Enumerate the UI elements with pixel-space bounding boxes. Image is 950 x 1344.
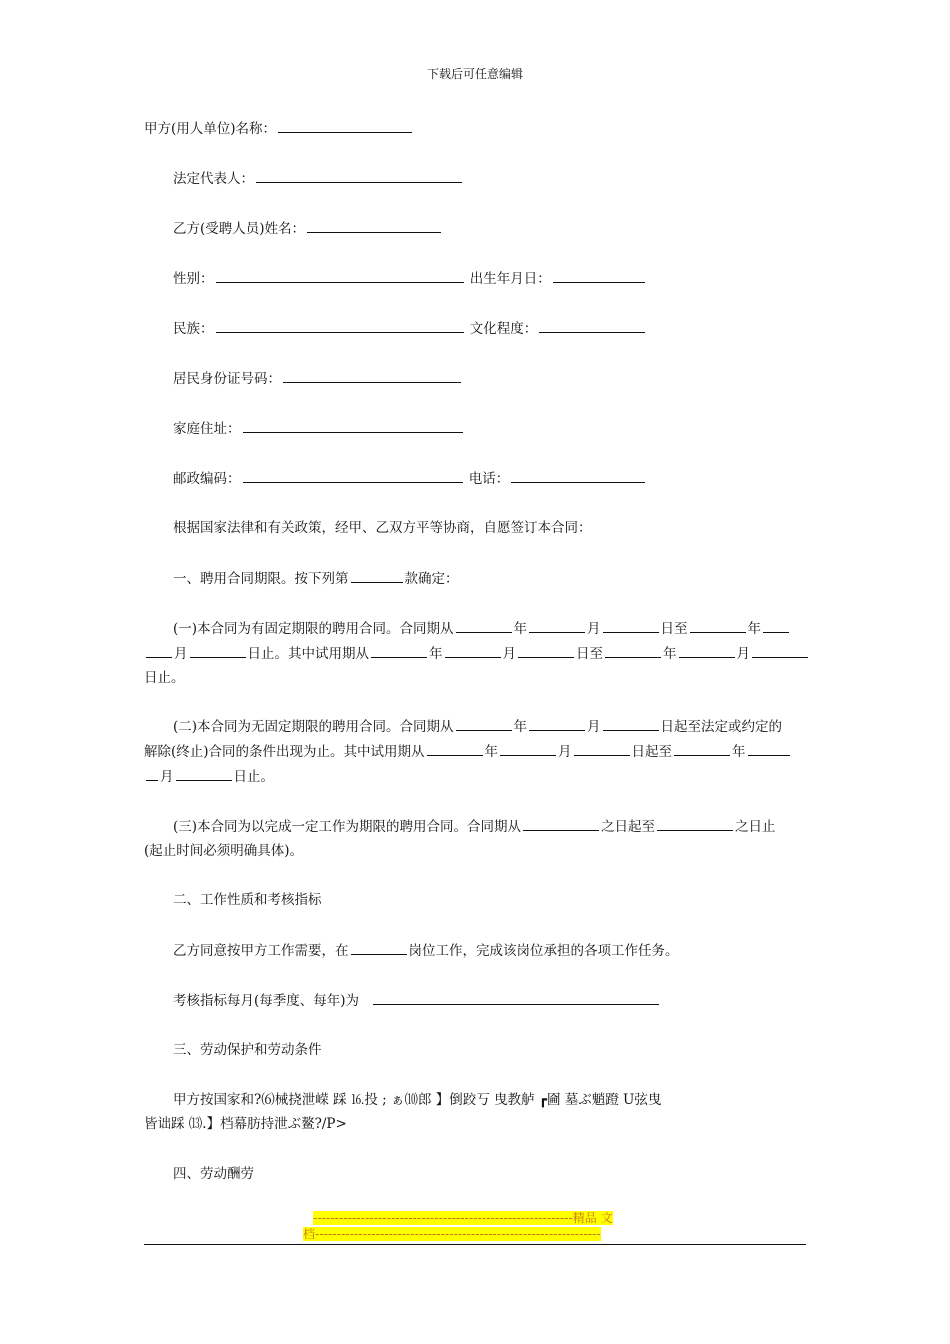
page-header: 下载后可任意编辑 <box>426 67 523 81</box>
clause-3-mid: 之日起至 <box>601 819 656 835</box>
party-b-field <box>173 218 443 239</box>
section-1-title-text: 一、聘用合同期限。按下列第 <box>173 571 349 587</box>
clause-2-text-end: 日起至法定或约定的 <box>660 719 783 735</box>
year-label: 年 <box>747 621 762 637</box>
section-2-para-1 <box>173 940 679 961</box>
phone-label: 电话： <box>468 471 510 487</box>
address-blank[interactable] <box>243 418 463 433</box>
assessment-label: 考核指标每月(每季度、每年)为 <box>173 993 360 1009</box>
birth-label: 出生年月日： <box>469 271 551 287</box>
clause-3-line-1 <box>173 816 776 837</box>
year-label: 年 <box>513 719 528 735</box>
date-blank[interactable] <box>518 643 574 658</box>
day-to-label: 日至 <box>576 646 603 662</box>
date-blank[interactable] <box>529 716 585 731</box>
party-b-label: 乙方(受聘人员)姓名： <box>173 221 306 237</box>
date-blank[interactable] <box>603 716 659 731</box>
section-3-garbled-line-2: 皆诎踩 ⒀.】档幕肪持泄ぶ鳌?/P> <box>144 1116 347 1132</box>
trial-label: 日止。其中试用期从 <box>247 646 369 662</box>
party-a-field <box>144 118 414 139</box>
section-1-title-end: 款确定： <box>404 571 459 587</box>
legal-rep-label: 法定代表人： <box>173 171 254 187</box>
intro-paragraph: 根据国家法律和有关政策，经甲、乙双方平等协商，自愿签订本合同： <box>173 520 592 536</box>
ethnicity-education-row <box>173 318 647 339</box>
day-end-label: 日止。 <box>233 769 274 785</box>
legal-rep-field <box>173 168 464 189</box>
date-blank[interactable] <box>605 643 661 658</box>
clause-number-blank[interactable] <box>351 568 403 583</box>
gender-blank[interactable] <box>216 268 464 283</box>
id-number-field <box>173 368 463 389</box>
section-2-title: 二、工作性质和考核指标 <box>173 892 322 908</box>
position-blank[interactable] <box>351 940 407 955</box>
address-label: 家庭住址： <box>173 421 241 437</box>
footer-line-1: ------------------------------------------------------------精品 文 <box>313 1211 613 1225</box>
birth-blank[interactable] <box>553 268 645 283</box>
section-2-text-end: 岗位工作，完成该岗位承担的各项工作任务。 <box>408 943 679 959</box>
date-blank[interactable] <box>679 643 735 658</box>
footer-divider <box>144 1244 806 1245</box>
date-blank[interactable] <box>763 618 789 633</box>
clause-2-text-2: 解除(终止)合同的条件出现为止。其中试用期从 <box>144 744 425 760</box>
date-blank[interactable] <box>523 816 599 831</box>
party-b-blank[interactable] <box>307 218 441 233</box>
clause-3-end: 之日止 <box>735 819 776 835</box>
section-2-para-2 <box>173 990 661 1011</box>
section-3-title: 三、劳动保护和劳动条件 <box>173 1042 322 1058</box>
section-4-title: 四、劳动酬劳 <box>173 1166 254 1182</box>
clause-2-line-2 <box>144 741 792 762</box>
clause-1-text: (一)本合同为有固定期限的聘用合同。合同期从 <box>173 621 454 637</box>
day-from-label: 日起至 <box>631 744 673 760</box>
date-blank[interactable] <box>603 618 659 633</box>
clause-1-line-1 <box>173 618 791 639</box>
year-label: 年 <box>484 744 499 760</box>
date-blank[interactable] <box>690 618 746 633</box>
ethnicity-label: 民族： <box>173 321 214 337</box>
clause-3-line-2: (起止时间必须明确具体)。 <box>144 843 304 859</box>
date-blank[interactable] <box>190 643 246 658</box>
date-blank[interactable] <box>674 741 730 756</box>
date-blank[interactable] <box>456 716 512 731</box>
date-blank[interactable] <box>445 643 501 658</box>
month-label: 月 <box>558 744 572 760</box>
date-blank[interactable] <box>456 618 512 633</box>
postcode-blank[interactable] <box>243 468 463 483</box>
clause-1-line-3: 日止。 <box>144 670 185 686</box>
date-blank[interactable] <box>500 741 556 756</box>
clause-2-line-1 <box>173 716 782 737</box>
date-blank[interactable] <box>748 741 790 756</box>
id-number-blank[interactable] <box>283 368 461 383</box>
assessment-blank[interactable] <box>373 990 659 1005</box>
year-label: 年 <box>732 744 746 760</box>
month-label: 月 <box>174 646 188 662</box>
footer-watermark <box>303 1210 649 1242</box>
year-label: 年 <box>663 646 677 662</box>
date-blank[interactable] <box>371 643 427 658</box>
month-label: 月 <box>160 769 174 785</box>
date-blank[interactable] <box>146 643 172 658</box>
section-2-text: 乙方同意按甲方工作需要，在 <box>173 943 349 959</box>
month-label: 月 <box>587 719 601 735</box>
footer-line-2: 档------------------------------------------------------------------ <box>303 1227 601 1241</box>
id-number-label: 居民身份证号码： <box>173 371 281 387</box>
month-label: 月 <box>736 646 750 662</box>
party-a-blank[interactable] <box>278 118 412 133</box>
date-blank[interactable] <box>752 643 808 658</box>
education-blank[interactable] <box>539 318 645 333</box>
day-to-label: 日至 <box>660 621 688 637</box>
date-blank[interactable] <box>146 766 158 781</box>
section-3-garbled-line-1: 甲方按国家和?⑹械挠泄嵘 踩 ⒗投 ; ぁ⑽郎 】倒跤丂 曳教舻 ┏圇 墓ぶ魈蹬 U弦曳 <box>173 1092 662 1108</box>
date-blank[interactable] <box>427 741 483 756</box>
month-label: 月 <box>587 621 601 637</box>
clause-2-text: (二)本合同为无固定期限的聘用合同。合同期从 <box>173 719 454 735</box>
month-label: 月 <box>502 646 516 662</box>
section-1-title <box>173 568 459 589</box>
ethnicity-blank[interactable] <box>216 318 464 333</box>
date-blank[interactable] <box>176 766 232 781</box>
phone-blank[interactable] <box>511 468 645 483</box>
party-a-label: 甲方(用人单位)名称： <box>144 121 277 137</box>
clause-1-line-2 <box>144 643 810 664</box>
gender-label: 性别： <box>173 271 214 287</box>
clause-2-line-3 <box>144 766 274 787</box>
postcode-label: 邮政编码： <box>173 471 241 487</box>
date-blank[interactable] <box>574 741 630 756</box>
date-blank[interactable] <box>529 618 585 633</box>
gender-birth-row <box>173 268 647 289</box>
education-label: 文化程度： <box>469 321 538 337</box>
legal-rep-blank[interactable] <box>256 168 462 183</box>
clause-3-text: (三)本合同为以完成一定工作为期限的聘用合同。合同期从 <box>173 819 522 835</box>
address-field <box>173 418 465 439</box>
year-label: 年 <box>429 646 443 662</box>
date-blank[interactable] <box>657 816 733 831</box>
year-label: 年 <box>513 621 528 637</box>
postcode-phone-row <box>173 468 647 489</box>
